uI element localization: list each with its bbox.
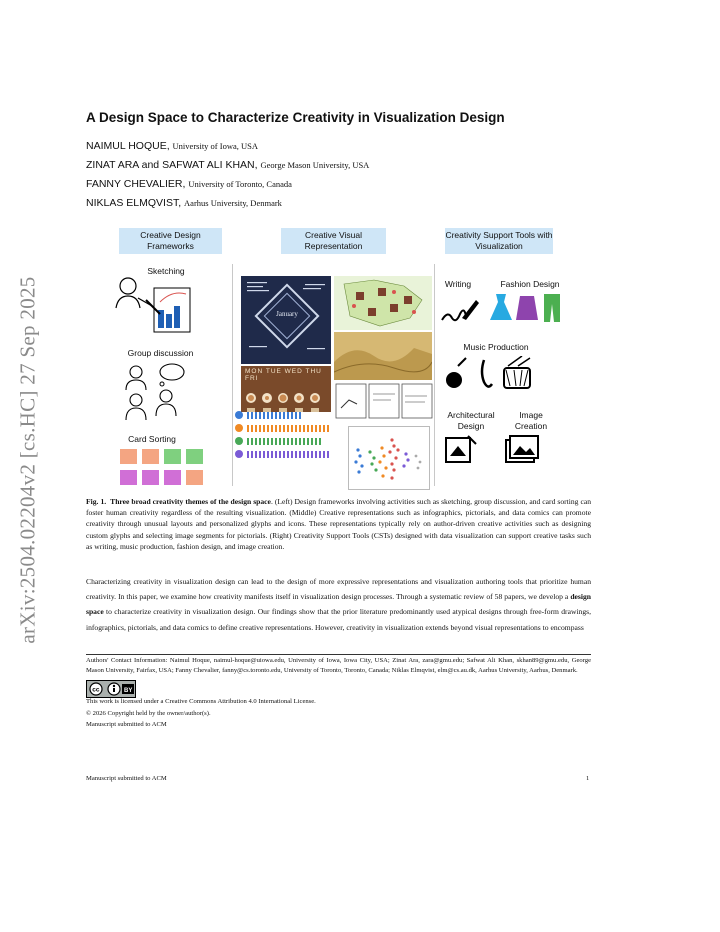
- data-comic-panels: [335, 382, 433, 422]
- author-affiliation: George Mason University, USA: [260, 160, 370, 170]
- author-line: [86, 159, 369, 171]
- fashion-icon: [490, 292, 564, 324]
- sort-card: [164, 470, 181, 485]
- author-line: [86, 197, 282, 209]
- abstract-text: [86, 574, 591, 635]
- header-design-frameworks: Creative Design Frameworks: [119, 228, 222, 254]
- column-divider: [434, 264, 435, 486]
- weekday-labels: MON TUE WED THU FRI: [245, 368, 322, 382]
- abstract-bold: design space: [86, 592, 591, 617]
- label-image-creation: Image Creation: [514, 410, 548, 431]
- author-names: NIKLAS ELMQVIST,: [86, 197, 182, 209]
- author-line: [86, 178, 292, 190]
- caption-text: . (Left) Design frameworks involving activities such as sketching, group discussion, and card sorting can foster human creativity regardless of the resulting visualization. (Middle) Creative representations such as infographics, pictorials, and data comics can promote creativity through unusual layouts and personalized glyphs and icons. These representations typically rely on author-driven creative activities such as designing custom glyphs and selecting image segments for pictorials. (Right) Creativity Support Tools (CSTs) designed with data visualization can support creative tasks such as writing, music production, fashion design, and image creation.: [86, 497, 591, 551]
- architecture-icon: [444, 434, 478, 464]
- terrain-icon: [334, 332, 432, 380]
- svg-text:cc: cc: [92, 686, 100, 694]
- author-affiliation: University of Iowa, USA: [172, 141, 259, 151]
- header-visual-representation: Creative Visual Representation: [281, 228, 386, 254]
- pictograph-rows: [234, 410, 344, 466]
- header-support-tools: Creativity Support Tools with Visualization: [445, 228, 553, 254]
- author-names: ZINAT ARA and SAFWAT ALI KHAN,: [86, 159, 258, 171]
- manuscript-line: Manuscript submitted to ACM: [86, 721, 167, 728]
- label-architectural-design: Architectural Design: [447, 410, 495, 431]
- sort-card: [186, 449, 203, 464]
- abstract-before: Characterizing creativity in visualization design can lead to the design of more expressive representations and visualization authoring tools that prioritize human creativity. In this paper, we examine how creativity manifests itself in visualization design processes. Through a systematic review of 58 papers, we develop a: [86, 577, 591, 602]
- music-instruments-icon: [444, 356, 534, 392]
- paper-title: A Design Space to Characterize Creativity in Visualization Design: [86, 110, 505, 125]
- arxiv-stamp: arXiv:2504.02204v2 [cs.HC] 27 Sep 2025: [15, 276, 40, 644]
- sort-card: [120, 449, 137, 464]
- author-names: FANNY CHEVALIER,: [86, 178, 186, 190]
- label-fashion-design: Fashion Design: [500, 279, 560, 289]
- infographic-calendar: [241, 276, 331, 364]
- cc-license-badge: [86, 680, 136, 698]
- calendar-title: January: [276, 310, 298, 318]
- contact-info: Authors' Contact Information: Naimul Hoque, naimul-hoque@uiowa.edu, University of Iowa, Iowa City, USA; Zinat Ara, zara@gmu.edu; Safwat Ali Khan, skhan89@gmu.edu, George Mason University, Fairfax, USA; Fanny Chevalier, fanny@cs.toronto.edu, University of Toronto, Toronto, Canada; Niklas Elmqvist, elm@cs.au.dk, Aarhus University, Aarhus, Denmark.: [86, 657, 591, 675]
- label-sketching: Sketching: [147, 266, 185, 276]
- label-group-discussion: Group discussion: [127, 348, 194, 358]
- author-names: NAIMUL HOQUE,: [86, 140, 170, 152]
- map-glyphs-icon: [334, 276, 432, 330]
- group-discussion-icon: [124, 362, 194, 424]
- label-card-sorting: Card Sorting: [128, 434, 176, 444]
- copyright-line: © 2026 Copyright held by the owner/author(s).: [86, 710, 211, 717]
- cc-by-text: BY: [124, 688, 133, 694]
- sort-card: [120, 470, 137, 485]
- caption-bold: Three broad creativity themes of the design space: [110, 497, 271, 506]
- sort-card: [142, 449, 159, 464]
- section-rule: [86, 654, 591, 655]
- calendar-spiral-icon: [241, 276, 331, 364]
- author-line: [86, 140, 258, 152]
- teaser-figure: [86, 228, 591, 490]
- dot-scatter-glyph: [348, 426, 430, 490]
- author-affiliation: University of Toronto, Canada: [188, 179, 292, 189]
- abstract-after: to characterize creativity in visualization design. Our findings show that the prior literature predominantly used atypical designs through free-form drawings, infographics, pictorials, and data comics to define creative representations. However, creativity in visualization extends beyond visual representations to encompass: [86, 607, 591, 632]
- author-affiliation: Aarhus University, Denmark: [184, 198, 282, 208]
- sort-card: [164, 449, 181, 464]
- page-number: 1: [586, 775, 590, 782]
- pictorial-terrain: [334, 332, 432, 380]
- writing-pen-icon: [440, 296, 480, 328]
- pictorial-map: [334, 276, 432, 330]
- license-line: This work is licensed under a Creative Commons Attribution 4.0 International License.: [86, 698, 316, 705]
- weekday-glyph-chart: [241, 366, 331, 412]
- sketching-icon: [114, 274, 198, 336]
- column-divider: [232, 264, 233, 486]
- cc-by-icon: [87, 681, 135, 697]
- sort-card: [142, 470, 159, 485]
- image-creation-icon: [504, 434, 540, 464]
- label-writing: Writing: [444, 279, 472, 289]
- footer-left: Manuscript submitted to ACM: [86, 775, 167, 782]
- sort-card: [186, 470, 203, 485]
- label-music-production: Music Production: [463, 342, 529, 352]
- caption-label: Fig. 1.: [86, 497, 107, 506]
- figure-caption: [86, 496, 591, 552]
